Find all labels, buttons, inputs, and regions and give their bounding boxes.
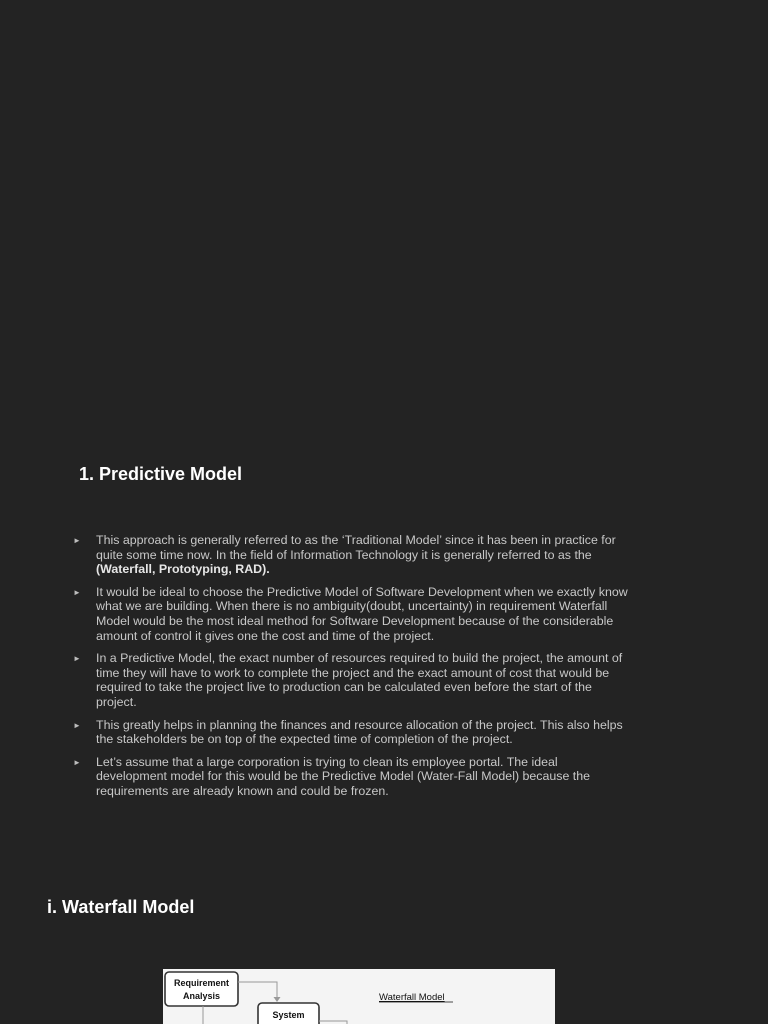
bullet-text: It would be ideal to choose the Predictive Model of Software Development when we exactly know what we are building. When there is no ambiguity(doubt, uncertainty) in requirement Waterfall Model would be the most ideal method for Software Development because of the considerable amount of control it gives one the cost and time of the project. xyxy=(96,584,628,643)
subsection-title: i. Waterfall Model xyxy=(47,897,195,917)
bullet-bold-text: (Waterfall, Prototyping, RAD). xyxy=(96,562,270,577)
bullet-marker-icon: ► xyxy=(73,720,81,730)
bullet-text: In a Predictive Model, the exact number of resources required to build the project, the amount of time they will have to work to complete the project and the exact amount of cost that would be required to take the project live to production can be calculated even before the start of the project. xyxy=(96,651,623,709)
bullet-marker-icon: ► xyxy=(73,587,81,597)
bullet-text: Let’s assume that a large corporation is trying to clean its employee portal. The ideal development model for this would be the Predictive Model (Water-Fall Model) because the requirements are already known and could be frozen. xyxy=(96,754,591,798)
list-item xyxy=(70,533,630,577)
waterfall-diagram xyxy=(163,969,555,1024)
list-item xyxy=(70,718,630,747)
connector-arrow-icon xyxy=(238,982,277,1000)
bullet-marker-icon: ► xyxy=(73,757,81,767)
diagram-caption: Waterfall Model xyxy=(379,992,445,1003)
bullet-marker-icon: ► xyxy=(73,536,81,545)
bullet-list xyxy=(70,533,630,807)
list-item xyxy=(70,755,630,799)
arrowhead-icon xyxy=(274,997,281,1002)
list-item xyxy=(70,651,630,709)
section-title: 1. Predictive Model xyxy=(79,464,243,484)
bullet-marker-icon: ► xyxy=(73,654,81,664)
requirement-analysis-label-line2: Analysis xyxy=(182,991,221,1001)
list-item xyxy=(70,585,630,643)
system-design-label-line1: System xyxy=(272,1010,305,1020)
bullet-text: This greatly helps in planning the finances and resource allocation of the project. This also helps the stakeholders be on top of the expected time of completion of the project. xyxy=(96,717,623,747)
bullet-text: This approach is generally referred to as the ‘Traditional Model’ since it has been in practice for quite some time now. In the field of Information Technology it is generally referred to as the xyxy=(96,533,616,562)
requirement-analysis-label-line1: Requirement xyxy=(173,978,230,988)
